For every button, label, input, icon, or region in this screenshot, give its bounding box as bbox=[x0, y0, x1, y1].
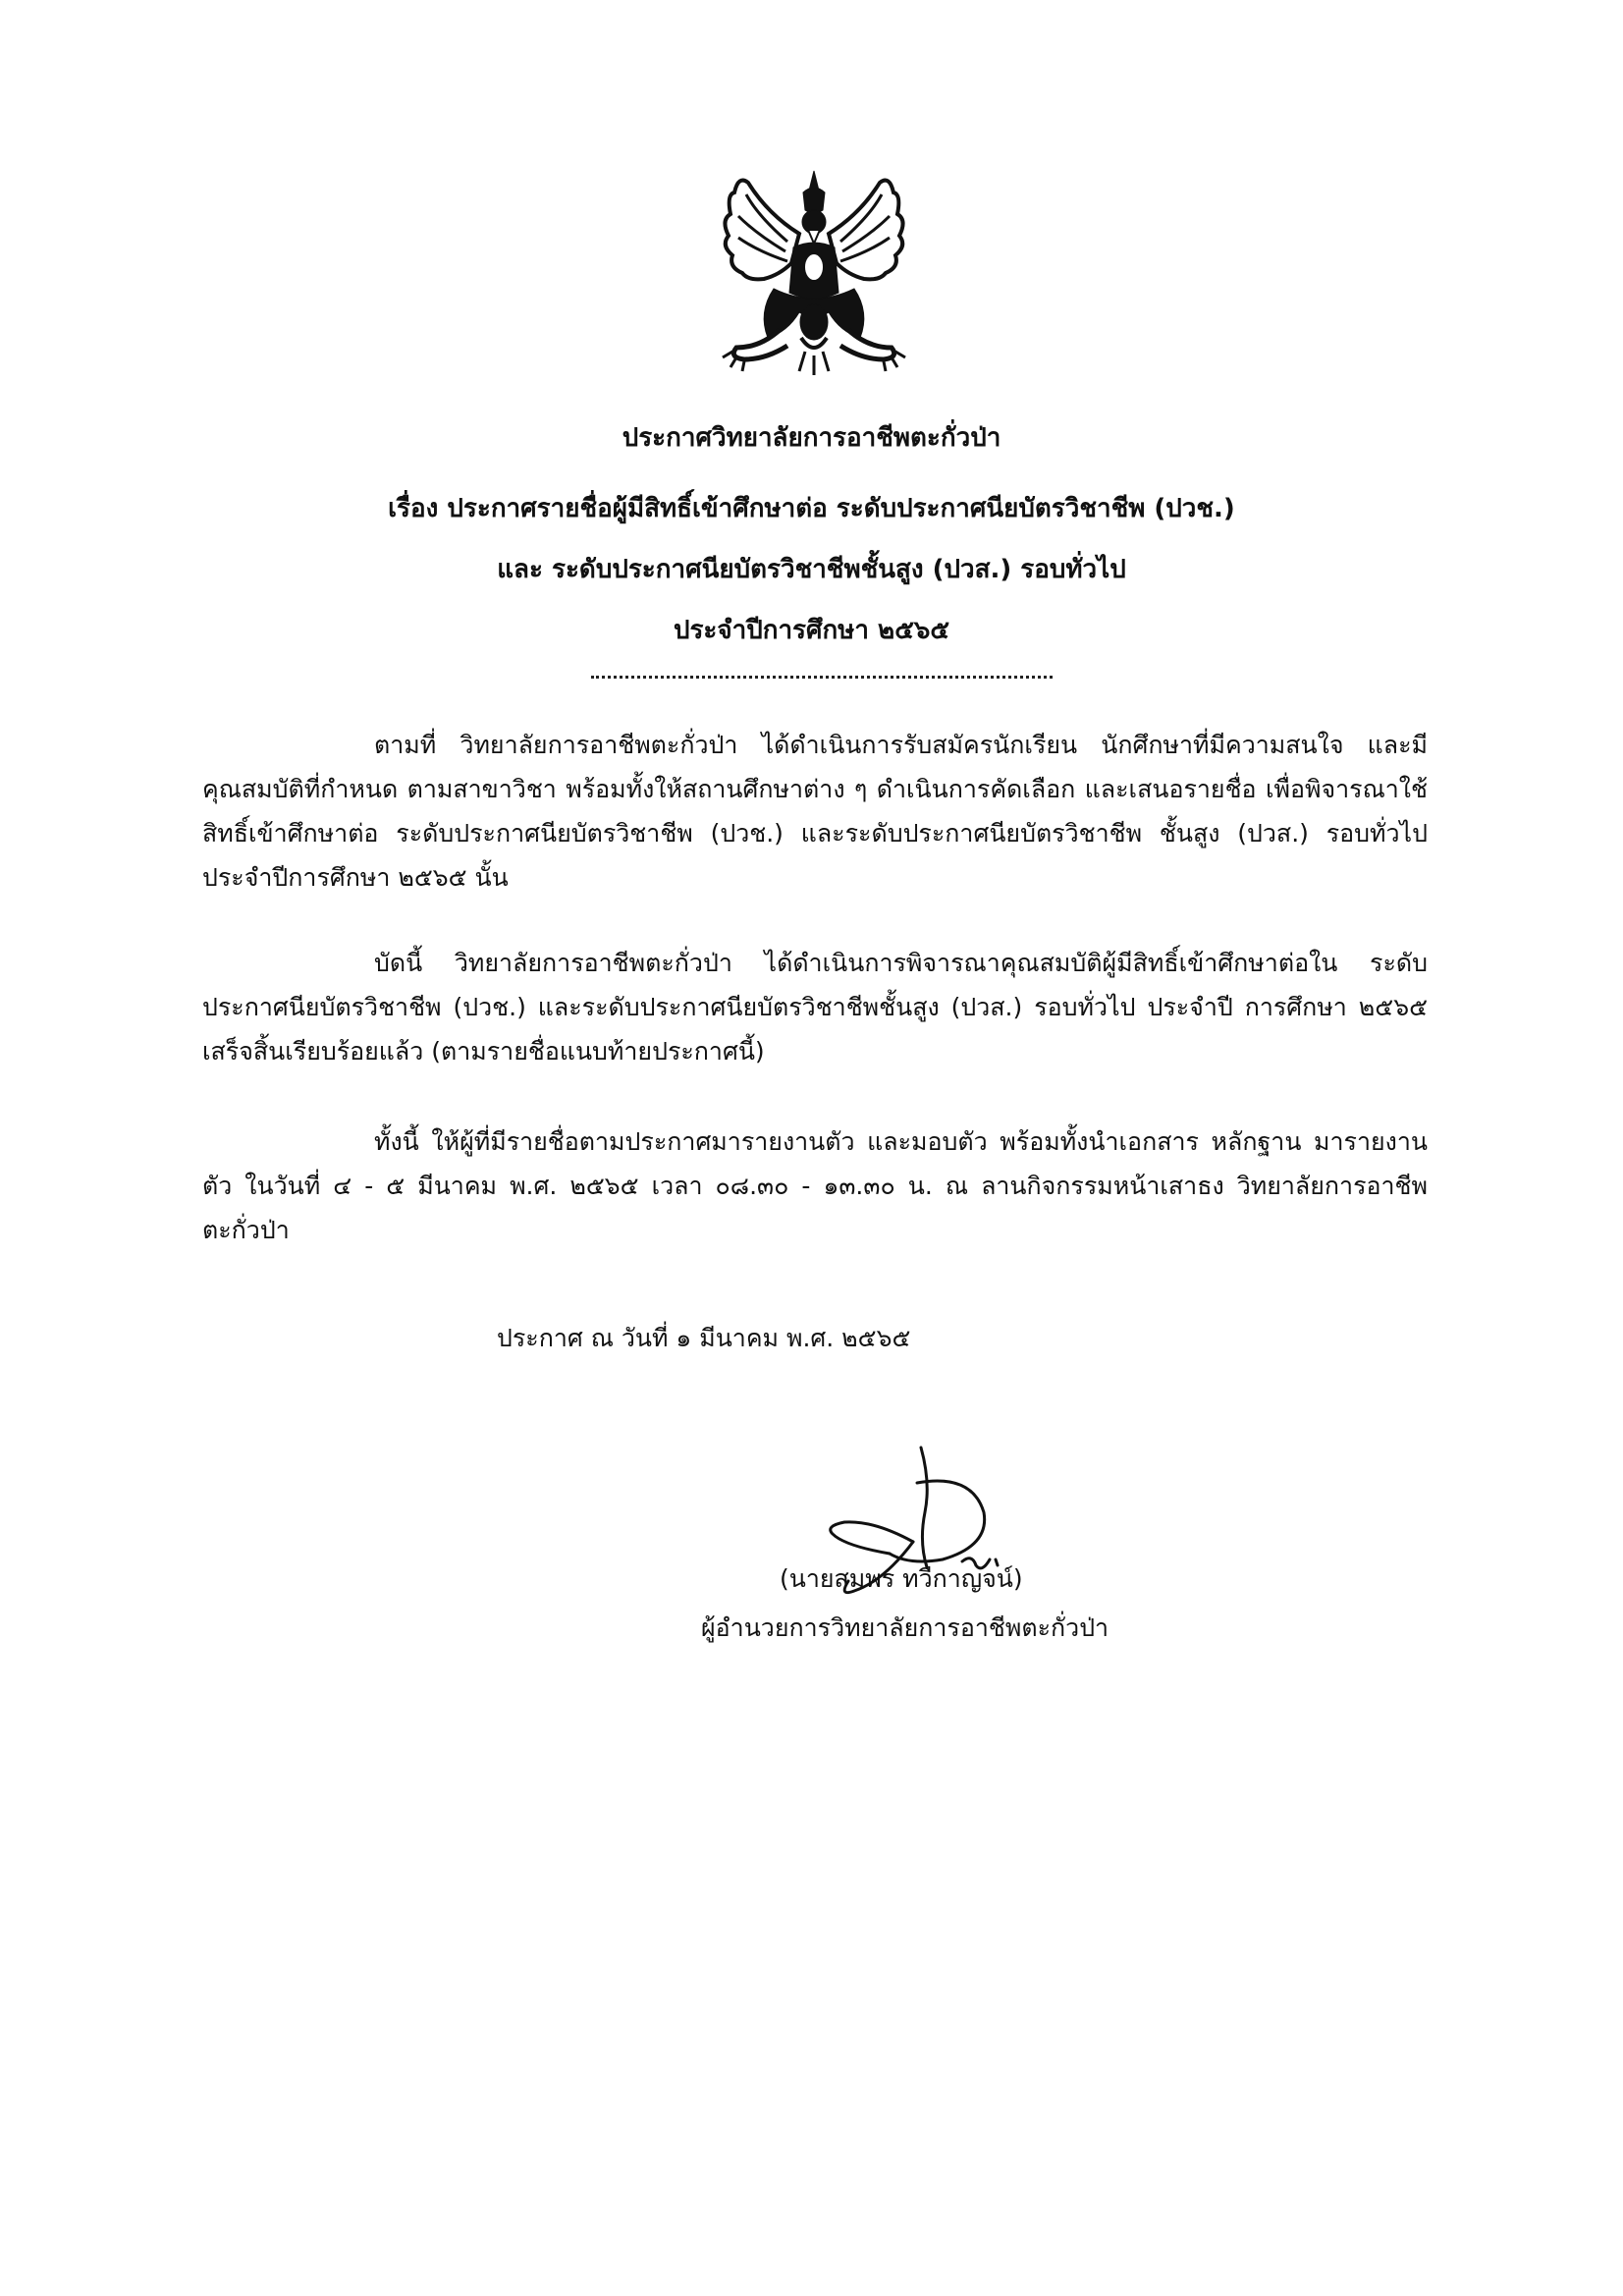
subject-line-1: เรื่อง ประกาศรายชื่อผู้มีสิทธิ์เข้าศึกษาต่อ ระดับประกาศนียบัตรวิชาชีพ (ปวช.) bbox=[388, 494, 1235, 523]
subject-line-2: และ ระดับประกาศนียบัตรวิชาชีพชั้นสูง (ปวส.) รอบทั่วไป bbox=[497, 555, 1126, 584]
separator-dotted-line bbox=[591, 676, 1053, 679]
paragraph-3-text: ทั้งนี้ ให้ผู้ที่มีรายชื่อตามประกาศมารายงานตัว และมอบตัว พร้อมทั้งนำเอกสาร หลักฐาน มารายงานตัว ในวันที่ ๔ - ๕ มีนาคม พ.ศ. ๒๕๖๕ เวลา ๐๘.๓๐ - ๑๓.๓๐ น. ณ ลานกิจกรรมหน้าเสาธง วิทยาลัยการอาชีพตะกั่วป่า bbox=[202, 1127, 1428, 1244]
body-paragraph-2 bbox=[202, 941, 1428, 1073]
subject-line-3: ประจำปีการศึกษา ๒๕๖๕ bbox=[673, 616, 950, 645]
signer-title: ผู้อำนวยการวิทยาลัยการอาชีพตะกั่วป่า bbox=[701, 1613, 1109, 1642]
announcement-date: ประกาศ ณ วันที่ ๑ มีนาคม พ.ศ. ๒๕๖๕ bbox=[497, 1324, 911, 1352]
garuda-emblem-icon bbox=[709, 165, 919, 381]
body-paragraph-3 bbox=[202, 1120, 1428, 1252]
paragraph-1-text: ตามที่ วิทยาลัยการอาชีพตะกั่วป่า ได้ดำเนินการรับสมัครนักเรียน นักศึกษาที่มีความสนใจ และมีคุณสมบัติที่กำหนด ตามสาขาวิชา พร้อมทั้งให้สถานศึกษาต่าง ๆ ดำเนินการคัดเลือก และเสนอรายชื่อ เพื่อพิจารณาใช้สิทธิ์เข้าศึกษาต่อ ระดับประกาศนียบัตรวิชาชีพ (ปวช.) และระดับประกาศนียบัตรวิชาชีพ ชั้นสูง (ปวส.) รอบทั่วไป ประจำปีการศึกษา ๒๕๖๕ นั้น bbox=[202, 731, 1428, 892]
paragraph-2-text: บัดนี้ วิทยาลัยการอาชีพตะกั่วป่า ได้ดำเนินการพิจารณาคุณสมบัติผู้มีสิทธิ์เข้าศึกษาต่อใน ระดับประกาศนียบัตรวิชาชีพ (ปวช.) และระดับประกาศนียบัตรวิชาชีพชั้นสูง (ปวส.) รอบทั่วไป ประจำปี การศึกษา ๒๕๖๕ เสร็จสิ้นเรียบร้อยแล้ว (ตามรายชื่อแนบท้ายประกาศนี้) bbox=[202, 949, 1428, 1066]
signer-name: (นายสมพร ทวีกาญจน์) bbox=[780, 1564, 1023, 1593]
issuer-title: ประกาศวิทยาลัยการอาชีพตะกั่วป่า bbox=[622, 423, 1001, 453]
body-paragraph-1 bbox=[202, 723, 1428, 900]
